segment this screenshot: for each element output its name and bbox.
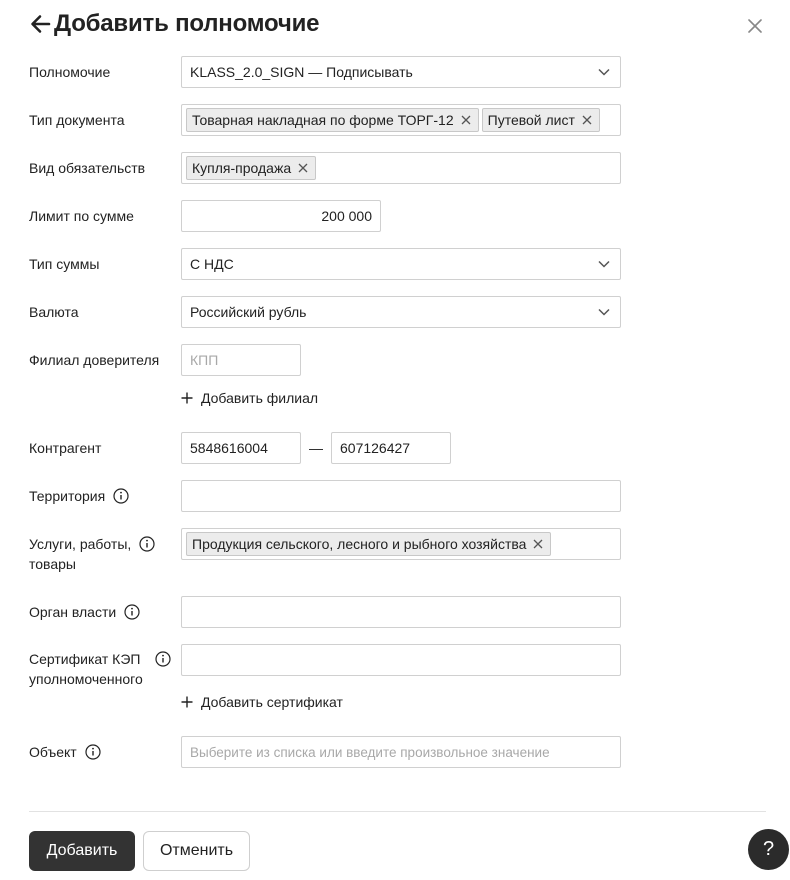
plus-icon bbox=[181, 696, 193, 708]
territory-input[interactable] bbox=[181, 480, 621, 512]
info-icon[interactable] bbox=[85, 744, 101, 760]
row-services bbox=[29, 528, 629, 576]
services-tag bbox=[186, 532, 551, 556]
limit-label: Лимит по сумме bbox=[29, 208, 134, 224]
row-authority-body bbox=[29, 596, 629, 628]
back-arrow-icon[interactable] bbox=[29, 13, 51, 35]
territory-label bbox=[29, 486, 129, 506]
submit-button[interactable]: Добавить bbox=[29, 831, 135, 871]
row-territory bbox=[29, 480, 629, 512]
row-object bbox=[29, 736, 629, 768]
counterparty-label: Контрагент bbox=[29, 440, 102, 456]
object-label bbox=[29, 742, 101, 762]
services-label-line2: товары bbox=[29, 556, 76, 572]
row-currency bbox=[29, 296, 629, 328]
authority-body-input[interactable] bbox=[181, 596, 621, 628]
tag-remove-icon[interactable] bbox=[579, 112, 595, 128]
chevron-down-icon bbox=[598, 308, 610, 316]
row-counterparty bbox=[29, 432, 629, 464]
territory-label-text: Территория bbox=[29, 488, 106, 504]
tag-label: Товарная накладная по форме ТОРГ-12 bbox=[192, 112, 454, 128]
obligation-multiselect[interactable] bbox=[181, 152, 621, 184]
tag-label: Путевой лист bbox=[487, 112, 575, 128]
services-label-line1: Услуги, работы, bbox=[29, 536, 132, 552]
certificate-label-text bbox=[29, 649, 143, 689]
limit-input[interactable]: 200 000 bbox=[181, 200, 381, 232]
certificate-label bbox=[29, 649, 171, 689]
doc-type-multiselect[interactable] bbox=[181, 104, 621, 136]
object-label-text: Объект bbox=[29, 744, 77, 760]
info-icon[interactable] bbox=[124, 604, 140, 620]
services-multiselect[interactable] bbox=[181, 528, 621, 560]
close-icon[interactable] bbox=[745, 16, 765, 36]
certificate-input[interactable] bbox=[181, 644, 621, 676]
info-icon[interactable] bbox=[155, 651, 171, 667]
sum-type-value: С НДС bbox=[190, 256, 234, 272]
row-add-branch bbox=[29, 390, 629, 410]
footer-divider bbox=[29, 811, 766, 812]
plus-icon bbox=[181, 392, 193, 404]
row-branch bbox=[29, 344, 629, 376]
chevron-down-icon bbox=[598, 68, 610, 76]
currency-select[interactable] bbox=[181, 296, 621, 328]
doc-type-tag bbox=[482, 108, 600, 132]
info-icon[interactable] bbox=[113, 488, 129, 504]
services-label bbox=[29, 534, 155, 574]
counterparty-inn-input[interactable]: 5848616004 bbox=[181, 432, 301, 464]
row-certificate bbox=[29, 644, 629, 692]
branch-kpp-input[interactable] bbox=[181, 344, 301, 376]
row-doc-type bbox=[29, 104, 629, 136]
help-button[interactable]: ? bbox=[748, 829, 789, 870]
tag-label: Купля-продажа bbox=[192, 160, 292, 176]
branch-label: Филиал доверителя bbox=[29, 352, 160, 368]
add-branch-button[interactable] bbox=[181, 390, 318, 406]
row-limit bbox=[29, 200, 629, 232]
services-label-text bbox=[29, 534, 131, 574]
page-title: Добавить полномочие bbox=[54, 10, 320, 37]
add-certificate-button[interactable] bbox=[181, 694, 343, 710]
authority-value: KLASS_2.0_SIGN — Подписывать bbox=[190, 64, 413, 80]
currency-value: Российский рубль bbox=[190, 304, 307, 320]
authority-label: Полномочие bbox=[29, 64, 111, 80]
cancel-button[interactable]: Отменить bbox=[143, 831, 250, 871]
certificate-label-line2: уполномоченного bbox=[29, 671, 143, 687]
currency-label: Валюта bbox=[29, 304, 79, 320]
doc-type-label: Тип документа bbox=[29, 112, 125, 128]
chevron-down-icon bbox=[598, 260, 610, 268]
obligation-tag bbox=[186, 156, 316, 180]
info-icon[interactable] bbox=[139, 536, 155, 552]
authority-body-label bbox=[29, 602, 140, 622]
add-certificate-label: Добавить сертификат bbox=[201, 694, 343, 710]
counterparty-dash: — bbox=[309, 440, 323, 456]
sum-type-label: Тип суммы bbox=[29, 256, 100, 272]
row-sum-type bbox=[29, 248, 629, 280]
object-placeholder: Выберите из списка или введите произвольное значение bbox=[190, 744, 550, 760]
row-add-certificate bbox=[29, 694, 629, 714]
branch-kpp-placeholder: КПП bbox=[190, 352, 219, 368]
tag-label: Продукция сельского, лесного и рыбного хозяйства bbox=[192, 536, 527, 552]
add-branch-label: Добавить филиал bbox=[201, 390, 319, 406]
tag-remove-icon[interactable] bbox=[295, 160, 311, 176]
tag-remove-icon[interactable] bbox=[530, 536, 546, 552]
certificate-label-line1: Сертификат КЭП bbox=[29, 651, 141, 667]
row-obligation bbox=[29, 152, 629, 184]
doc-type-tag bbox=[186, 108, 479, 132]
obligation-label: Вид обязательств bbox=[29, 160, 146, 176]
authority-body-label-text: Орган власти bbox=[29, 604, 117, 620]
tag-remove-icon[interactable] bbox=[458, 112, 474, 128]
row-authority bbox=[29, 56, 629, 88]
header bbox=[29, 8, 319, 40]
object-input[interactable] bbox=[181, 736, 621, 768]
sum-type-select[interactable] bbox=[181, 248, 621, 280]
authority-select[interactable] bbox=[181, 56, 621, 88]
counterparty-kpp-input[interactable]: 607126427 bbox=[331, 432, 451, 464]
